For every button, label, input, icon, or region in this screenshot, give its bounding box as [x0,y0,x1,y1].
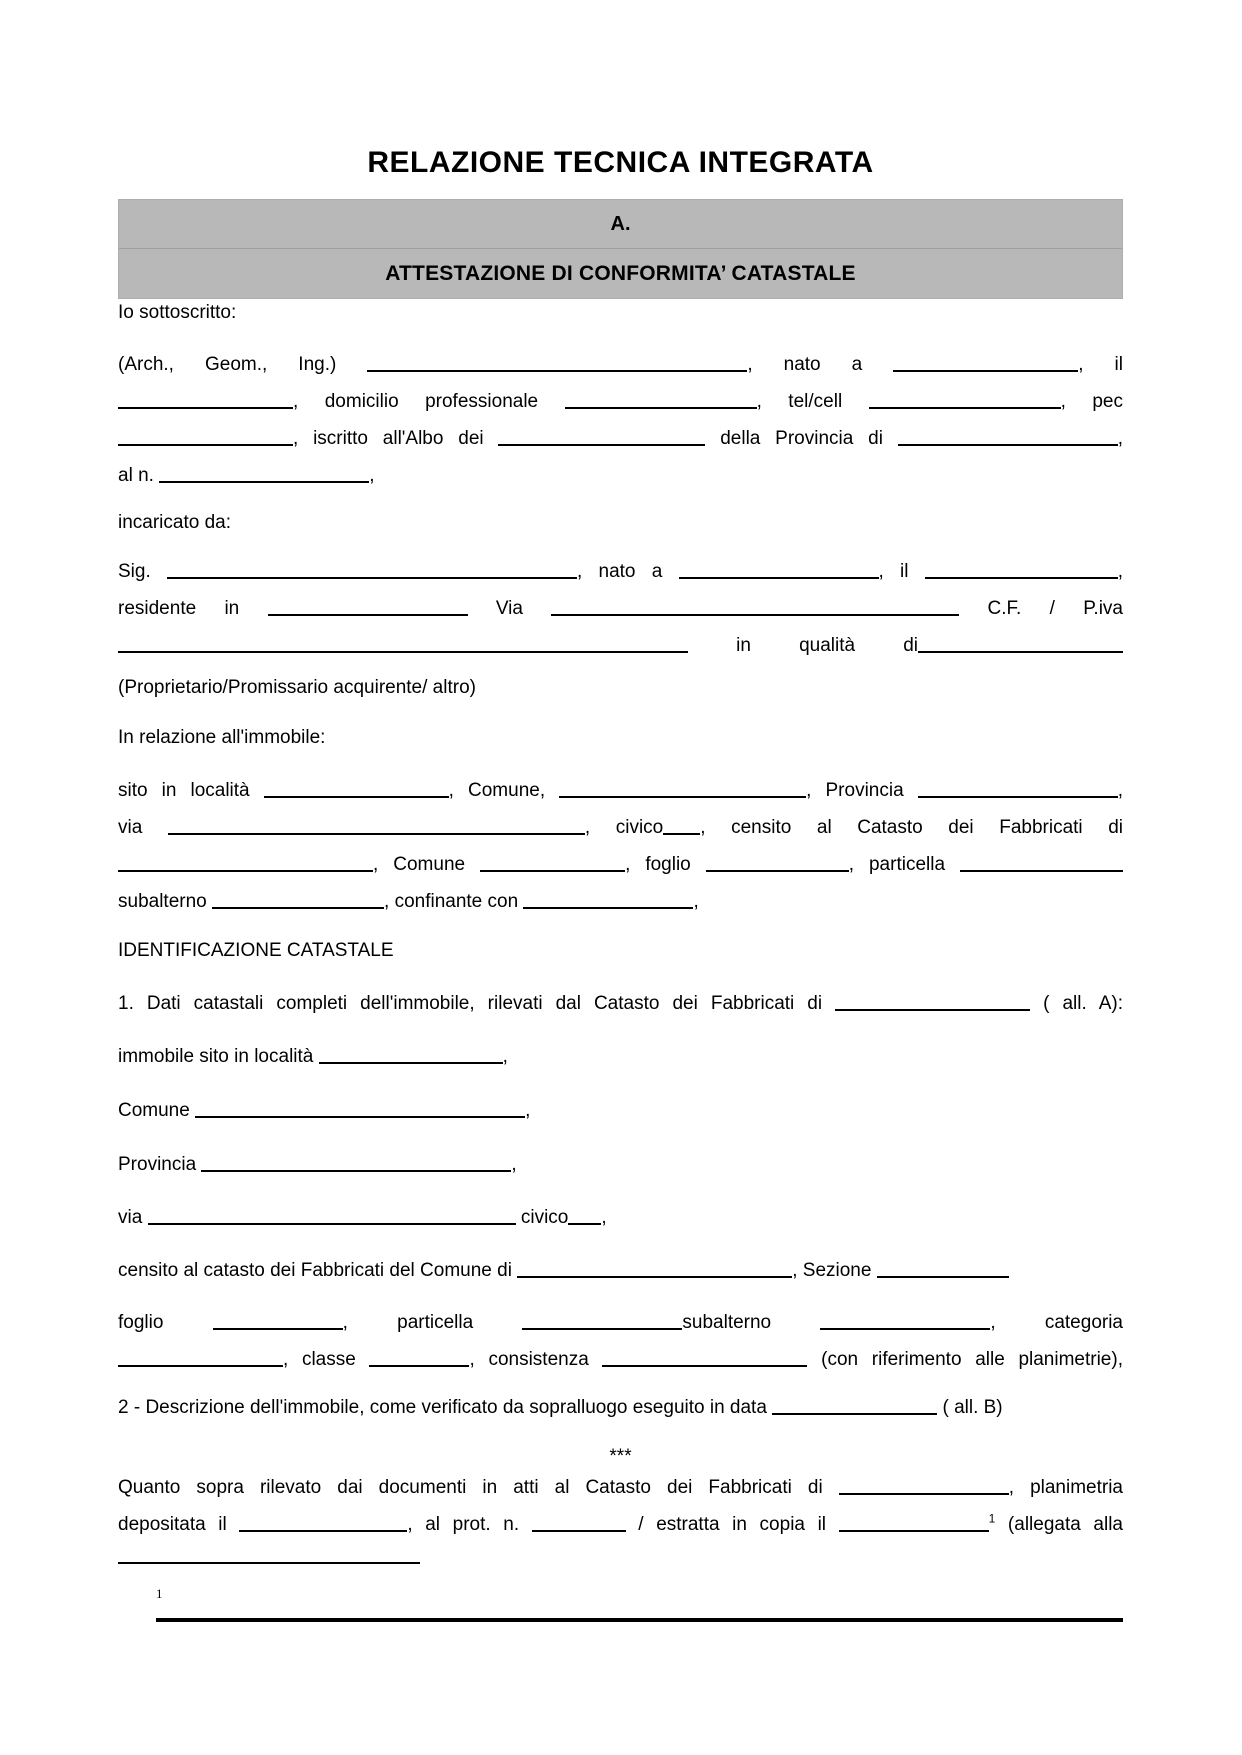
text-run: della Provincia di [705,428,898,449]
text-run: , Sezione [792,1260,877,1281]
blank-field [602,1352,807,1367]
text-run: (Proprietario/Promissario acquirente/ altro) [118,677,476,698]
professionista-line-2 [118,390,1123,413]
identificazione-catastale [118,939,1123,962]
text-run: , il [1078,354,1123,375]
blank-field [706,857,849,872]
blank-field [118,1549,420,1564]
text-run: , particella [342,1312,523,1333]
blank-field [239,1517,407,1532]
professionista-line-1 [118,353,1123,376]
text-run: , civico [584,817,664,838]
immobile-line-1 [118,779,1123,802]
blank-field [319,1049,503,1064]
text-run: sito in località [118,780,264,801]
text-run: Quanto sopra rilevato dai documenti in atti al Catasto dei Fabbricati di [118,1477,839,1498]
blank-field [369,1352,469,1367]
blank-field [532,1517,626,1532]
text-run: Provincia [118,1154,202,1175]
blank-field [835,996,1030,1011]
text-run: , Comune [373,854,481,875]
blank-field [869,394,1061,409]
footnote-rule [156,1618,1123,1622]
immobile-line-4 [118,890,1123,913]
text-run: , consistenza [469,1349,603,1370]
text-run: , categoria [990,1312,1123,1333]
provincia [118,1153,1123,1176]
immobile-sito [118,1045,1123,1068]
text-run: , il [878,561,925,582]
text-run: C.F. / P.iva [959,598,1123,619]
blank-field [118,638,688,653]
quanto-sopra-line-3 [118,1545,1123,1568]
blank-field [663,820,700,835]
text-run: , Comune, [448,780,560,801]
dati-catastali [118,992,1123,1015]
blank-field [559,783,806,798]
blank-field [201,1157,511,1172]
section-heading: ATTESTAZIONE DI CONFORMITA’ CATASTALE [119,248,1122,299]
blank-field [839,1480,1009,1495]
quanto-sopra-line-2 [118,1513,1123,1536]
text-run: (con riferimento alle planimetrie), [807,1349,1123,1370]
blank-field [195,1103,525,1118]
document-title: RELAZIONE TECNICA INTEGRATA [367,146,874,179]
text-run: depositata il [118,1514,240,1535]
text-run: , iscritto all'Albo dei [293,428,499,449]
comune [118,1099,1123,1122]
descrizione-immobile [118,1396,1123,1419]
footnote-marker: 1 [156,1586,163,1601]
text-run: Comune [118,1100,196,1121]
text-run: subalterno [118,891,213,912]
text-run: , nato a [747,354,894,375]
via-civico [118,1206,1123,1229]
blank-field [367,357,747,372]
text-run: , foglio [625,854,706,875]
quanto-sopra-line-1 [118,1476,1123,1499]
text-run: , [525,1100,531,1121]
text-run: , al prot. n. [407,1514,532,1535]
text-run: In relazione all'immobile: [118,727,326,748]
blank-field [522,1315,682,1330]
committente-line-4 [118,676,1123,699]
blank-field [168,820,585,835]
blank-field [264,783,449,798]
blank-field [893,357,1078,372]
text-run: ( all. A): [1030,993,1123,1014]
text-run: subalterno [682,1312,821,1333]
blank-field [118,1352,283,1367]
text-run: Via [467,598,552,619]
blank-field [839,1517,989,1532]
text-run: via [118,817,168,838]
blank-field [148,1210,516,1225]
blank-field [118,431,293,446]
incaricato-da [118,511,1123,534]
text-run: civico [515,1207,569,1228]
blank-field [159,468,369,483]
text-run: , [693,891,699,912]
text-run: , [1117,780,1123,801]
professionista-line-4 [118,464,1123,487]
blank-field [498,431,705,446]
text-run: ( all. B) [937,1397,1003,1418]
text-run: in qualità di [688,635,918,656]
blank-field [118,857,373,872]
classe-consistenza [118,1348,1123,1371]
text-run: , pec [1060,391,1123,412]
text-run: , particella [848,854,961,875]
foglio-particella [118,1311,1123,1334]
text-run: Io sottoscritto: [118,302,237,323]
text-run: IDENTIFICAZIONE CATASTALE [118,940,394,961]
text-run: (Arch., Geom., Ing.) [118,354,368,375]
committente-line-1 [118,560,1123,583]
blank-field [565,394,757,409]
text-run: censito al catasto dei Fabbricati del Comune di [118,1260,518,1281]
in-relazione [118,726,1123,749]
blank-field [213,1315,343,1330]
committente-line-3 [118,634,1123,657]
text-run: , [511,1154,517,1175]
text-run: , tel/cell [756,391,869,412]
blank-field [517,1263,792,1278]
text-run: , [502,1046,508,1067]
text-run: (allegata alla [995,1514,1123,1535]
text-run: , planimetria [1008,1477,1123,1498]
blank-field [568,1210,601,1225]
text-run: incaricato da: [118,512,232,533]
blank-field [212,894,384,909]
blank-field [523,894,693,909]
separator-stars [118,1445,1123,1468]
text-run: via [118,1207,148,1228]
blank-field [118,394,293,409]
text-run: 2 - Descrizione dell'immobile, come verificato da sopralluogo eseguito in data [118,1397,773,1418]
section-box [118,199,1123,299]
blank-field [551,601,959,616]
censito-sezione [118,1259,1123,1282]
blank-field [167,564,577,579]
blank-field [960,857,1123,872]
text-run: , classe [283,1349,370,1370]
immobile-line-3 [118,853,1123,876]
text-run: foglio [118,1312,213,1333]
text-run: , confinante con [384,891,524,912]
text-run: , [601,1207,607,1228]
blank-field [877,1263,1009,1278]
text-run: Sig. [118,561,167,582]
section-label: A. [610,212,631,235]
text-run: *** [609,1446,632,1467]
text-run: immobile sito in località [118,1046,319,1067]
blank-field [772,1400,937,1415]
text-run: , censito al Catasto dei Fabbricati di [700,817,1123,838]
committente-line-2 [118,597,1123,620]
text-run: , [1117,561,1123,582]
blank-field [925,564,1118,579]
immobile-line-2 [118,816,1123,839]
text-run: , Provincia [806,780,918,801]
text-run: al n. [118,465,160,486]
text-run: , nato a [576,561,679,582]
text-run: , [369,465,375,486]
text-run: / estratta in copia il [625,1514,839,1535]
blank-field [918,783,1118,798]
blank-field [820,1315,990,1330]
blank-field [898,431,1118,446]
text-run: , [1117,428,1123,449]
blank-field [918,638,1123,653]
footnote-ref: 1 [988,1511,996,1526]
professionista-line-3 [118,427,1123,450]
text-run: , domicilio professionale [293,391,565,412]
blank-field [268,601,468,616]
text-run: 1. Dati catastali completi dell'immobile, rilevati dal Catasto dei Fabbricati di [118,993,836,1014]
io-sottoscritto [118,301,1123,324]
blank-field [480,857,625,872]
text-run: residente in [118,598,268,619]
blank-field [679,564,879,579]
